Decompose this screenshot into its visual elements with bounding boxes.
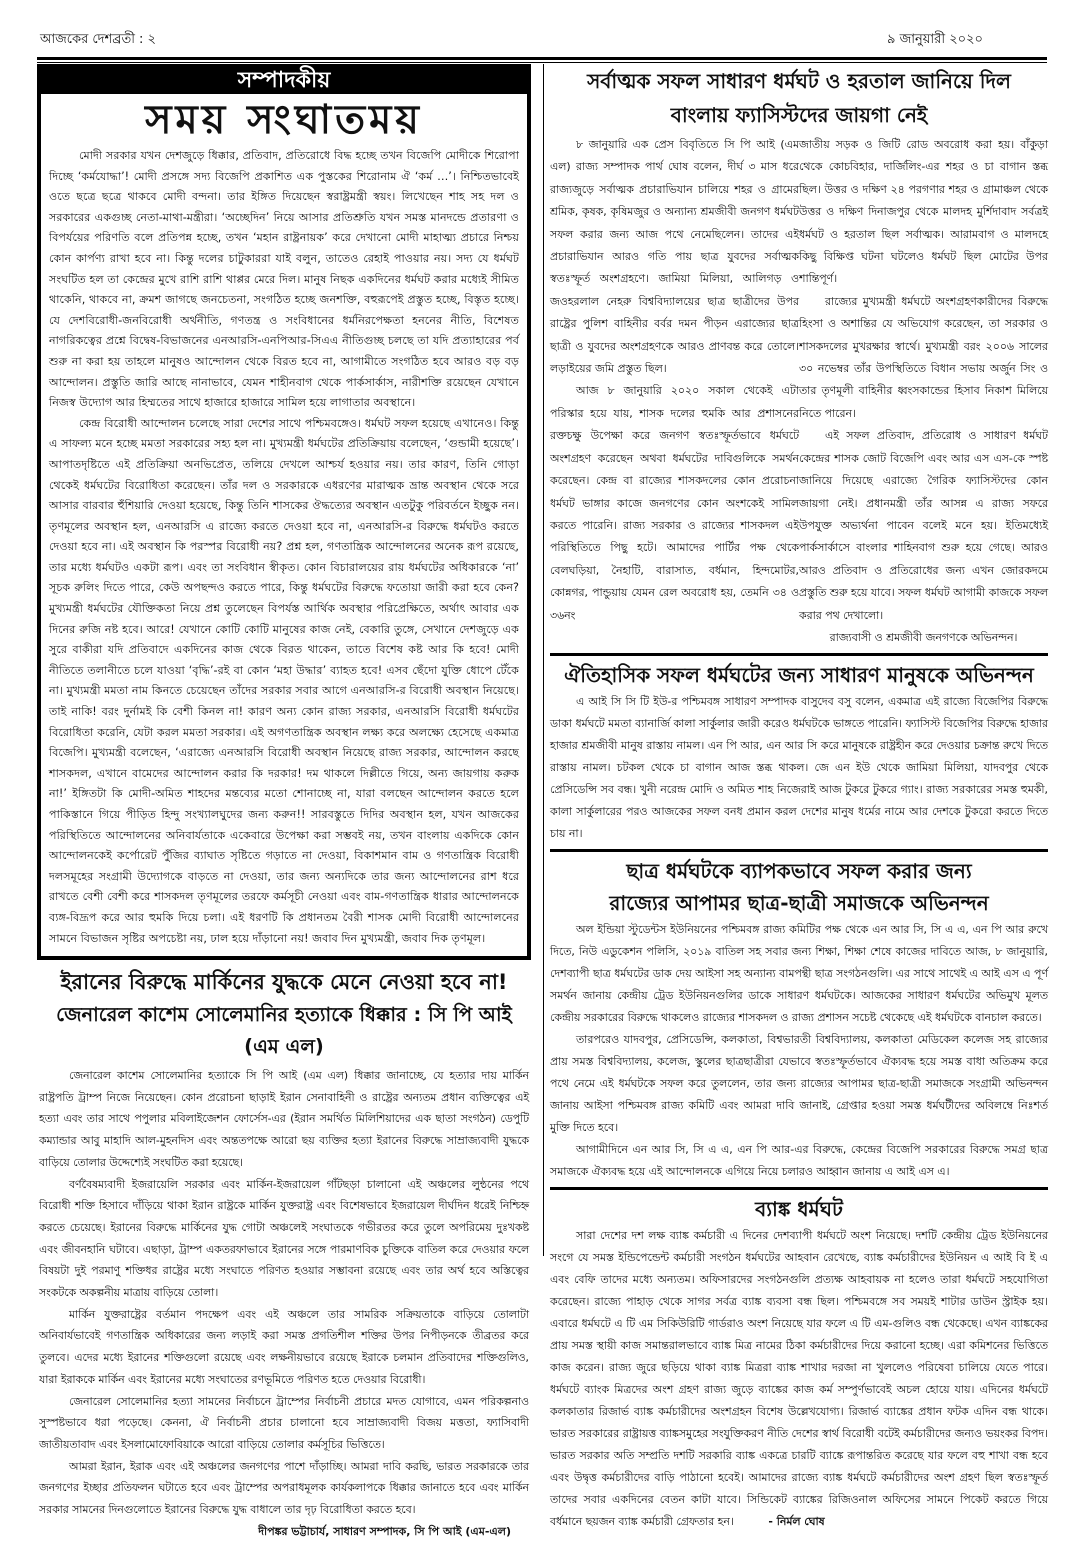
student-headline-line1: ছাত্র ধর্মঘটকে ব্যাপকভাবে সফল করার জন্য [626,859,972,884]
editorial-paragraph: মোদী সরকার যখন দেশজুড়ে ধিক্কার, প্রতিবাদ, প্রতিরোধে বিদ্ধ হচ্ছে তখন বিজেপি মোদীকে শিরোপা দিচ্ছে ‘কর্মযোদ্ধা’! মোদী প্রসঙ্গে সদ্য বিজেপি প্রকাশিত এক পুস্তকের শিরোনাম ঐ ‘কর্ম …’। নিশ্চিতভাবেই ওতে ছত্রে ছত্রে থাকবে মোদী বন্দনা। তার ইঙ্গিত দিয়েছেন স্বরাষ্ট্রমন্ত্রী স্বয়ং। লিখেছেন শাহ সহ দল ও সরকারের একগুচ্ছ নেতা-মাথা-মন্ত্রীরা। ‘অচ্ছেদিন’ নিয়ে আসার প্রতিশ্রুতি যখন সমস্ত মানদন্ডে প্রতারণা ও বিপর্যয়ের পরিণতি বলে প্রতিপন্ন হচ্ছে, তখন ‘মহান রাষ্ট্রনায়ক’ করে দেখানো মোদী মাহাত্ম্য প্রচারে নিশ্চয় কোন কার্পণ্য রাখা হবে না। কিন্তু দলের চাটুকাররা যাই বলুন, তাতেও রেহাই পাওয়ার নয়। সদ্য যে ধর্মঘট সংঘটিত হল তা কেন্দ্রের মুখে রাশি রাশি থাপ্পর মেরে দিল। মানুষ নিছক একদিনের ধর্মঘট করার মধ্যেই সীমিত থাকেনি, থাকবে না, ক্রমশ জাগছে জনচেতনা, সংগঠিত হচ্ছে জনশক্তি, বহুরূপেই প্রস্তুত হচ্ছে, বিস্তৃত হচ্ছে। যে দেশবিরোধী-জনবিরোধী অর্থনীতি, গণতন্ত্র ও সংবিধানের ধর্মনিরপেক্ষতা হননের নীতি, বিশেষত নাগরিকত্বের প্রশ্নে বিদ্বেষ-বিভাজনের এনআরসি-এনপিআর-সিএএ নীতিগুচ্ছ চলছে তা যদি প্রত্যাহারের পর্ব শুরু না করা হয় তাহলে মানুষও আন্দোলন থেকে বিরত হবে না, আগামীতে সংগঠিত হবে আরও বড় বড় আন্দোলন। প্রস্তুতি জারি আছে নানাভাবে, যেমন শাহীনবাগ থেকে পার্কসার্কাস, নারীশক্তি রয়েছেন যেখানে নিজস্ব উদ্যোগ আর হিম্মতের সাথে হাজারে হাজারে সামিল হয়ে লাগাতার অবস্থানে। [49,149,519,410]
strike-paragraph: আজ ৮ জানুয়ারি ২০২০ সকাল থেকেই এটা পরিস্কার হয়ে যায়, শাসক দলের হুমকি আর প্রশাসনের রক্তচক্ষু উপেক্ষা করে জনগণ স্বতঃস্ফূর্তভাবে ধর্মঘটে অংশগ্রহণ করেছেন অথবা ধর্মঘটের দাবিগুলিকে সমর্থন করেছেন। কেন্দ্র বা রাজ্যের শাসকদলের কোন প্ররোচনা ধর্মঘট ভাঙ্গার কাজে জনগণের কোন অংশকেই সামিল করতে পারেনি। রাজ্য সরকার ও রাজ্যের শাসকদল এই পরিস্থিতিতে পিছু হটে। আমাদের পার্টির পক্ষ থেকে বেলঘড়িয়া, নৈহাটি, বারাসাত, বর্ধমান, হিন্দমোটর, কোন্নগর, পান্ডুয়ায় যেমন রেল অবরোধ হয়, তেমনি ৩৪ ও ৩৬নং [550,384,799,622]
strike-column-2 [799,134,1048,649]
masthead-rule-thin [37,62,1047,63]
student-headline-line2: রাজ্যের আপামর ছাত্র-ছাত্রী সমাজকে অভিনন্দন [609,891,989,916]
strike-body [550,134,1048,649]
bank-paragraph [550,1225,1048,1533]
aicctu-paragraph: এ আই সি সি টি ইউ-র পশ্চিমবঙ্গ সাধারণ সম্পাদক বাসুদেব বসু বলেন, একমাত্র এই রাজ্যে বিজেপির বিরুদ্ধে ডাকা ধর্মঘটে মমতা ব্যানার্জি কালা সার্কুলার জারী করেও ধর্মঘটকে ভাঙ্গতে পারেনি। ফ্যাসিস্ট বিজেপির বিরুদ্ধে হাজার হাজার শ্রমজীবী মানুষ রাস্তায় নামল। এন পি আর, এন আর সি করে মানুষকে রাষ্ট্রহীন করে দেওয়ার চক্রান্ত রুখে দিতে রাস্তায় নামল। চটকল থেকে চা বাগান আজ স্তব্ধ থাকল। জে এন ইউ থেকে জামিয়া মিলিয়া, যাদবপুর থেকে প্রেসিডেন্সি সব বন্ধ। খুনী নরেন্দ্র মোদি ও অমিত শাহ নিজেরাই আজ টুকরে টুকরে গ্যাং। রাজ্য সরকারের সমস্ত হুমকী, কালা সার্কুলারের পরও আজকের সফল বনধ প্রমান করল দেশের মানুষ ধর্মের নামে আর দেশকে টুকরো করতে দিতে চায় না। [550,695,1048,841]
aicctu-article [550,659,1048,845]
iran-body [37,1065,531,1521]
right-column [550,64,1048,1533]
strike-column-1 [550,134,799,649]
bank-signature: - নির্মল ঘোষ [768,1515,825,1529]
editorial-title: সময় সংঘাতময় [145,97,423,143]
iran-article [37,965,531,1543]
column-divider [543,64,544,1256]
student-paragraph: আগামীদিনে এন আর সি, সি এ এ, এন পি আর-এর বিরুদ্ধে, কেন্দ্রের বিজেপি সরকারের বিরুদ্ধে সমগ্র ছাত্র সমাজকে ঐক্যবদ্ধ হয়ে এই আন্দোলনকে এগিয়ে নিয়ে চলারও আহ্বান জানায় এ আই এস এ। [550,1143,1048,1179]
editorial-label: সম্পাদকীয় [41,68,527,94]
strike-paragraph: রাজ্যের মুখ্যমন্ত্রী ধর্মঘটে অংশগ্রহণকারীদের বিরুদ্ধে হিংসা ও অশান্তির যে অভিযোগ করেছেন, তা সরকার ও শাসকদলের মুখরক্ষার স্বার্থে। মুখ্যমন্ত্রী বরং ২০০৬ সালের ৩০ নভেম্বর তাঁর উপস্থিতিতে বিধান সভায় অর্জুন সিং ও তার তৃণমূলী বাহিনীর ধ্বংসকান্ডের হিসাব নিকাশ মিলিয়ে নিতে পারেন। [799,294,1048,420]
editorial-body [41,146,527,949]
editorial-paragraph: কেন্দ্র বিরোধী আন্দোলন চলেছে সারা দেশের সাথে পশ্চিমবঙ্গেও। ধর্মঘট সফল হয়েছে এখানেও। কিন্তু এ সাফল্য মনে হচ্ছে মমতা সরকারের সহ্য হল না। মুখ্যমন্ত্রী ধর্মঘটের প্রতিক্রিয়ায় বলেছেন, ‘গুন্ডামী হয়েছে’। আপাতদৃষ্টিতে এই প্রতিক্রিয়া অনভিপ্রেত, তলিয়ে দেখলে আশ্চর্য হওয়ার নয়। তার কারণ, তিনি গোড়া থেকেই ধর্মঘটের বিরোধিতা করেছেন। তাঁর দল ও সরকারকে এধরণের মারাত্মক ভ্রান্ত অবস্থান থেকে সরে আসার বারবার হুঁশিয়ারি দেওয়া হয়েছে, কিন্তু তিনি শাসকের ঔদ্ধত্যের অবস্থান এতটুকু পরিবর্তনে ইচ্ছুক নন। তৃণমূলের অবস্থান হল, এনআরসি এ রাজ্যে করতে দেওয়া হবে না, এনআরসি-র বিরুদ্ধে ধর্মঘটও করতে দেওয়া হবে না। এই অবস্থান কি পরস্পর বিরোধী নয়? প্রশ্ন হল, গণতান্ত্রিক আন্দোলনের অনেক রূপ রয়েছে, তার মধ্যে ধর্মঘটও একটা রূপ। এবং তা সংবিধান স্বীকৃত। কোন বিচারালয়ের রায় ধর্মঘটের অধিকারকে ‘না’ সূচক রুলিং দিতে পারে, কেউ অপছন্দও করতে পারে, কিন্তু ধর্মঘটের বিরুদ্ধে ফতোয়া জারী করা হবে কেন? মুখ্যমন্ত্রী ধর্মঘটের যৌক্তিকতা নিয়ে প্রশ্ন তুলেছেন বিপর্যস্ত আর্থিক অবস্থার পরিপ্রেক্ষিতে, অর্থাৎ আবার এক দিনের রুজি নষ্ট হবে। আরে! যেখানে কোটি কোটি মানুষের কাজ নেই, বেকারি তুঙ্গে, সেখানে দেশজুড়ে এক সুরে বাকীরা যদি প্রতিবাদে একদিনের কাজ থেকে বিরত থাকেন, তাতে বিশেষ কষ্ট আর কি হবে! মোদী নীতিতে তলানীতে চলে যাওয়া ‘বৃদ্ধি’-রই বা কোন ‘মহা উদ্ধার’ ব্যাহত হবে! এসব ছেঁদো যুক্তি ধোপে টেঁকে না। মুখ্যমন্ত্রী মমতা নাম কিনতে চেয়েছেন তাঁদের সরকার সবার আগে এনআরসি-র বিরোধী অবস্থান নিয়েছে। তাই নাকি! বরং দুর্নামই কি বেশী কিনল না! কারণ অন্য কোন রাজ্য সরকার, এনআরসি বিরোধী ধর্মঘটের বিরোধিতা করেনি, যেটা করল মমতা সরকার। এই অগণতান্ত্রিক অবস্থান লক্ষ্য করে অলক্ষ্যে হেসেছে একমাত্র বিজেপি। মুখ্যমন্ত্রী বলেছেন, ‘এরাজ্যে এনআরসি বিরোধী অবস্থান নিয়েছে রাজ্য সরকার, আন্দোলন করছে শাসকদল, এখানে বামেদের আন্দোলন করার কি দরকার! দম থাকলে দিল্লীতে গিয়ে, অন্য জায়গায় করুক না!’ ইঙ্গিতটা কি মোদী-অমিত শাহদের মন্তব্যের মতো শোনাচ্ছে না, যারা বলছেন আন্দোলন করতে হলে পাকিস্তানে গিয়ে পীড়িত হিন্দু সংখ্যালঘুদের জন্য করুন!! সারবস্তুতে দিদির অবস্থান হল, যখন আজকের পরিস্থিতিতে আন্দোলনের অনিবার্যতাকে একেবারে উপেক্ষা করা সম্ভবই নয়, তখন বাংলায় একদিকে কোন আন্দোলনকেই কর্পোরেট পুঁজির ব্যাঘাত সৃষ্টিতে গড়াতে না দেওয়া, বিকাশমান বাম ও গণতান্ত্রিক বিরোধী দলসমূহের সংগ্রামী উদ্যোগকে বাড়তে না দেওয়া, তার জন্য অন্যদিকে তার জন্য আন্দোলনের রাশ ধরে রাখতে বেশী বেশী করে শাসকদল তৃণমূলের তরফে কর্মসূচী নেওয়া এবং বাম-গণতান্ত্রিক ধারার আন্দোলনকে ব্যঙ্গ-বিদ্রূপ করে আর হুমকি দিয়ে চলা। এই ধরণটি কি প্রধানতম বৈরী শাসক মোদী বিরোধী আন্দোলনের সামনে বিভাজন সৃষ্টির অপচেষ্টা নয়, ঢাল হয়ে দাঁড়ানো নয়! জবাব দিন মুখ্যমন্ত্রী, জবাব দিক তৃণমূল। [49,416,519,945]
bank-paragraph-text: সারা দেশের দশ লক্ষ ব্যাঙ্ক কর্মচারী এ দিনের দেশব্যাপী ধর্মঘটে অংশ নিয়েছে। দশটি কেন্দ্রীয় ট্রেড ইউনিয়নের সংগে যে সমস্ত ইন্ডিপেন্ডেন্ট কর্মচারী সংগঠন ধর্মঘটের আহবান রেখেছে, ব্যাঙ্ক কর্মচারীদের ইউনিয়ন এ আই বি ই এ এবং বেফি তাদের মধ্যে অন্যতম। অফিসারদের সংগঠনগুলি প্রত্যক্ষ আহবায়ক না হলেও তারা ধর্মঘটে সহযোগিতা করেছেন। রাজ্যে পাহাড় থেকে সাগর সর্বত্র ব্যাঙ্ক ব্যবসা বন্ধ ছিল। পশ্চিমবঙ্গে সব সময়ই শাটার ডাউন স্ট্রাইক হয়। এবারে ধর্মঘটে এ টি এম সিকিউরিটি গার্ডরাও অংশ নিয়েছে যার ফলে এ টি এম-গুলিও বন্ধ থেকেছে। এখন ব্যাঙ্ককের প্রায় সমস্ত স্থায়ী কাজ সমান্তরালভাবে ব্যাঙ্ক মিত্র নামের ঠিকা কর্মচারীদের দিয়ে করানো হচ্ছে। এরা কমিশনের ভিত্তিতে কাজ করেন। রাজ্য জুরে ছড়িয়ে থাকা ব্যাঙ্ক মিত্ররা ব্যাঙ্ক শাখার দরজা না খুললেও পরিষেবা চালিয়ে যেতে পারে। ধর্মঘটে ব্যাংক মিত্রদের অংশ গ্রহণ রাজ্য জুড়ে ব্যাঙ্কের কাজ কর্ম সম্পুর্ণভাবেই অচল হোয়ে যায়। এদিনের ধর্মঘটে কলকাতার রিজার্ভ ব্যাঙ্ক কর্মচারীদের অংশগ্রহন বিশেষ উল্লেখযোগ্য। রিজার্ভ ব্যাঙ্কের প্রধান ফটক এদিন বন্ধ থাকে। ভারত সরকারের রাষ্ট্রায়ত্ত ব্যাঙ্কসমুহের সংযুক্তিকরণ নীতি দেশের স্বার্থ বিরোধী বটেই কর্মচারীদের জন্যও ভয়ংকর বিপদ। ভারত সরকার অতি সম্প্রতি দশটি সরকারি ব্যাঙ্ক একত্রে চারটি ব্যাঙ্কে রূপান্তরিত করেছে যার ফলে বহু শাখা বন্ধ হবে এবং উদ্বৃত্ত কর্মচারীদের বাড়ি পাঠানো হবেই। আমাদের রাজ্যে ব্যাঙ্ক ধর্মঘটে কর্মচারীদের অংশ গ্রহণ ছিল স্বতঃস্ফূর্ত তাদের সবার একদিনের বেতন কাটা যাবে। সিন্ডিকেট ব্যাঙ্কের রিজিওনাল অফিসের সামনে পিকেট করতে গিয়ে বর্ধমানে ছয়জন ব্যাঙ্ক কর্মচারী গ্রেফতার হন। [550,1229,1048,1529]
iran-paragraph: মার্কিন যুক্তরাষ্ট্রের বর্তমান পদক্ষেপ এবং এই অঞ্চলে তার সামরিক সক্রিয়তাকে বাড়িয়ে তোলাটা অনিবার্যভাবেই গণতান্ত্রিক অধিকারের জন্য লড়াই করা সমস্ত প্রগতিশীল শক্তির উপর নিপীড়নকে তীব্রতর করে তুলবে। এদের মধ্যে ইরানের শক্তিগুলো রয়েছে এবং লক্ষনীয়ভাবে রয়েছে ইরাকে চলমান প্রতিবাদের শক্তিগুলিও, যারা ইরাককে মার্কিন এবং ইরানের মধ্যে সংঘাতের রণভূমিতে পরিণত হতে দেওয়ার বিরোধী। [39,1307,529,1386]
aicctu-headline: ঐতিহাসিক সফল ধর্মঘটের জন্য সাধারণ মানুষকে অভিনন্দন [564,663,1034,688]
strike-closing-line: রাজ্যবাসী ও শ্রমজীবী জনগণকে অভিনন্দন। [829,630,1018,644]
strike-article [550,64,1048,649]
student-article [550,855,1048,1183]
iran-paragraph: জেনারেল সোলেমানির হত্যা সামনের নির্বাচনে ট্রাম্পের নির্বাচনী প্রচারে মদত যোগাবে, এমন পরিকল্পনাও সুস্পষ্টভাবে ধরা পড়েছে। কেননা, ঐ নির্বাচনী প্রচার চালানো হবে সাম্রাজ্যবাদী বিজয় মত্ততা, ফ্যাসিবাদী জাতীয়তাবাদ এবং ইসলামোফোবিয়াকে আরো বাড়িয়ে তোলার কর্মসূচির ভিত্তিতে। [39,1394,529,1451]
student-body [550,919,1048,1183]
bank-headline: ব্যাঙ্ক ধর্মঘট [755,1197,843,1222]
section-rule [550,653,1048,656]
issue-date: ৯ জানুয়ারী ২০২০ [887,32,983,47]
student-paragraph: তারপরেও যাদবপুর, প্রেসিডেন্সি, কলকাতা, বিশ্বভারতী বিশ্ববিদ্যালয়, কলকাতা মেডিকেল কলেজ সহ রাজ্যের প্রায় সমস্ত বিশ্ববিদ্যালয়, কলেজ, স্কুলের ছাত্রছাত্রীরা যেভাবে স্বতঃস্ফূর্তভাবে ঐক্যবদ্ধ হয়ে সমস্ত বাধা অতিক্রম করে পথে নেমে এই ধর্মঘটকে সফল করে তুললেন, তার জন্য রাজ্যের আপামর ছাত্র-ছাত্রী সমাজকে সংগ্রামী অভিনন্দন জানায় আইসা পশ্চিমবঙ্গ রাজ্য কমিটি এবং আমরা দাবি জানাই, গ্রেপ্তার হওয়া সমস্ত ধর্মঘটীদের অবিলম্বে নিঃশর্ত মুক্তি দিতে হবে। [550,1033,1048,1135]
iran-paragraph: বর্ণবৈষম্যবাদী ইজরায়েলি সরকার এবং মার্কিন-ইজরায়েল গাঁটছড়া চালানো এই অঞ্চলের লুন্ঠনের পথে বিরোধী শক্তি হিসাবে দাঁড়িয়ে থাকা ইরান রাষ্ট্রকে মার্কিন যুক্তরাষ্ট্র এবং বিশেষভাবে ইজরায়েল দীর্ঘদিন ধরেই নিশ্চিহ্ন করতে চেয়েছে। ইরানের বিরুদ্ধে মার্কিনের যুদ্ধ গোটা অঞ্চলেই সংঘাতকে গভীরতর করে তুলে অপরিমেয় দুঃখকষ্ট এবং জীবনহানি ঘটাবে। এছাড়া, ট্রাম্প একতরফাভাবে ইরানের সঙ্গে পারমাণবিক চুক্তিকে বাতিল করে দেওয়ার ফলে বিষয়টা দুই পরমাণু শক্তিধর রাষ্ট্রের মধ্যে সংঘাতে পরিণত হওয়ার সম্ভাবনা রয়েছে এবং তার অর্থ হবে অস্তিত্বের সংকটকে অকল্পনীয় মাত্রায় বাড়িয়ে তোলা। [39,1177,529,1300]
iran-paragraph: আমরা ইরান, ইরাক এবং এই অঞ্চলের জনগণের পাশে দাঁড়াচ্ছি। আমরা দাবি করছি, ভারত সরকারকে তার জনগণের ইচ্ছার প্রতিফলন ঘটাতে হবে এবং ট্রাম্পের অপরাধমূলক কার্যকলাপকে ধিক্কার জানাতে হবে এবং মার্কিন সরকার সামনের দিনগুলোতে ইরানের বিরুদ্ধে যুদ্ধ বাধালে তার দৃঢ় বিরোধিতা করতে হবে। [39,1459,529,1517]
strike-paragraph: জাতীয় সড়ক ও জিটি রোড অবরোধ করা হয়। বাঁকুড়া থেকে কোচবিহার, দার্জিলিং-এর শহর ও চা বাগান স্তব্ধ ছিল। উত্তর ও দক্ষিণ ২৪ পরগণার শহর ও গ্রামাঞ্চল থেকে উত্তর ও দক্ষিণ দিনাজপুর থেকে মালদহ মুর্শিদাবাদ সর্বত্রই ধর্মঘট ও হরতাল ছিল সর্বাত্মক। আরামবাগ ও মালদহে কিছু বিক্ষিপ্ত ঘটনা ঘটলেও ধর্মঘট ছিল মোটের উপর শান্তিপূর্ণ। [799,138,1048,286]
student-paragraph: অল ইন্ডিয়া স্টুডেন্টস ইউনিয়নের পশ্চিমবঙ্গ রাজ্য কমিটির পক্ষ থেকে এন আর সি, সি এ এ, এন পি আর রুখে দিতে, নিউ এডুকেশন পলিসি, ২০১৯ বাতিল সহ সবার জন্য শিক্ষা, শিক্ষা শেষে কাজের দাবিতে আজ, ৮ জানুয়ারি, দেশব্যাপী ছাত্র ধর্মঘটের ডাক দেয় আইসা সহ অন্যান্য বামপন্থী ছাত্র সংগঠনগুলি। এর সাথে সাথেই এ আই এস এ পূর্ণ সমর্থন জানায় কেন্দ্রীয় ট্রেড ইউনিয়নগুলির ডাকে সাধারণ ধর্মঘটকে। আজকের সাধারণ ধর্মঘটের অভিমুখ মূলত কেন্দ্রীয় সরকারের বিরুদ্ধে থাকলেও রাজ্যের শাসকদল ও রাজ্য প্রশাসন সচেষ্ট থেকেছে এই ধর্মঘটকে বানচাল করতে। [550,923,1048,1025]
strike-headline-line1: সর্বাত্মক সফল সাধারণ ধর্মঘট ও হরতাল জানিয়ে দিল [587,69,1011,93]
strike-headline-line2: বাংলায় ফ্যাসিস্টদের জায়গা নেই [670,103,928,127]
publication-name: আজকের দেশব্রতী : ২ [40,32,157,47]
masthead-rule [37,57,1047,60]
bank-body [550,1225,1048,1533]
strike-paragraph: এই সফল প্রতিবাদ, প্রতিরোধ ও সাধারণ ধর্মঘট কেন্দ্রের শাসক জোট বিজেপি এবং আর এস এস-কে স্পষ্ট জানিয়ে দিয়েছে এরাজ্যে গৈরিক ফ্যাসিস্টদের কোন জায়গা নেই। প্রধানমন্ত্রী তাঁর আসন্ন এ রাজ্য সফরে উপযুক্ত অভ্যর্থনা পাবেন বলেই মনে হয়। ইতিমধ্যেই পার্কসার্কাসে বাংলার শাহিনবাগ শুরু হয়ে গেছে। আরও আরও প্রতিবাদ ও প্রতিরোধের জন্য এখন জোরকদমে প্রস্তুতি শুরু হয়ে যাবে। সফল ধর্মঘট আগামী কাজকে সফল করার পথ দেখালো। [799,429,1048,622]
iran-signature: দীপঙ্কর ভট্টাচার্য, সাধারণ সম্পাদক, সি পি আই (এম-এল) [258,1524,511,1538]
strike-paragraph: ৮ জানুয়ারি এক প্রেস বিবৃতিতে সি পি আই (এম এল) রাজ্য সম্পাদক পার্থ ঘোষ বলেন, দীর্ঘ ৩ মাস ধরে রাজ্যজুড়ে সর্বাত্মক প্রচারাভিযান চালিয়ে শহর ও গ্রামের শ্রমিক, কৃষক, কৃষিমজুর ও অন্যান্য শ্রমজীবী জনগণ ধর্মঘট সফল করার জন্য আজ পথে নেমেছিলেন। তাদের এই প্রচারাভিযান আরও গতি পায় ছাত্র যুবদের সর্বাত্মক স্বতঃস্ফূর্ত অংশগ্রহণে। জামিয়া মিলিয়া, আলিগড় ও জওহরলাল নেহরু বিশ্ববিদ্যালয়ের ছাত্র ছাত্রীদের উপর রাষ্ট্রের পুলিশ বাহিনীর বর্বর দমন পীড়ন এরাজ্যের ছাত্র ছাত্রী ও যুবদের অংশগ্রহণকে আরও প্রাণবন্ত করে তোলে। লড়াইয়ের জমি প্রস্তুত ছিল। [550,138,799,376]
iran-paragraph: জেনারেল কাশেম সোলেমানির হত্যাকে সি পি আই (এম এল) ধিক্কার জানাচ্ছে, যে হত্যার দায় মার্কিন রাষ্ট্রপতি ট্রাম্প নিজে নিয়েছেন। কোন প্ররোচনা ছাড়াই ইরান সেনাবাহিনী ও রাষ্ট্রের অন্যতম প্রধান ব্যক্তিত্বের এই হত্যা এবং তার সাথে পপুলার মবিলাইজেশন ফোর্সেস-এর (ইরান সমর্থিত মিলিশিয়াদের এক ছাতা সংগঠন) ডেপুটি কম্যান্ডার আবু মাহাদি আল-মুহনদিস এবং অন্ততপক্ষে আরো ছয় ব্যক্তির হত্যা ইরানের বিরুদ্ধে সাম্রাজ্যবাদী যুদ্ধকে বাড়িয়ে তোলার উদ্দেশ্যেই সংঘটিত করা হয়েছে। [39,1069,529,1169]
section-rule [550,1187,1048,1190]
iran-headline: ইরানের বিরুদ্ধে মার্কিনের যুদ্ধকে মেনে নেওয়া হবে না! [60,970,508,994]
aicctu-body [550,691,1048,845]
iran-subheadline: জেনারেল কাশেম সোলেমানির হত্যাকে ধিক্কার : সি পি আই (এম এল) [56,1003,512,1058]
bank-article [550,1193,1048,1533]
section-rule [550,849,1048,852]
editorial-box [37,64,531,960]
